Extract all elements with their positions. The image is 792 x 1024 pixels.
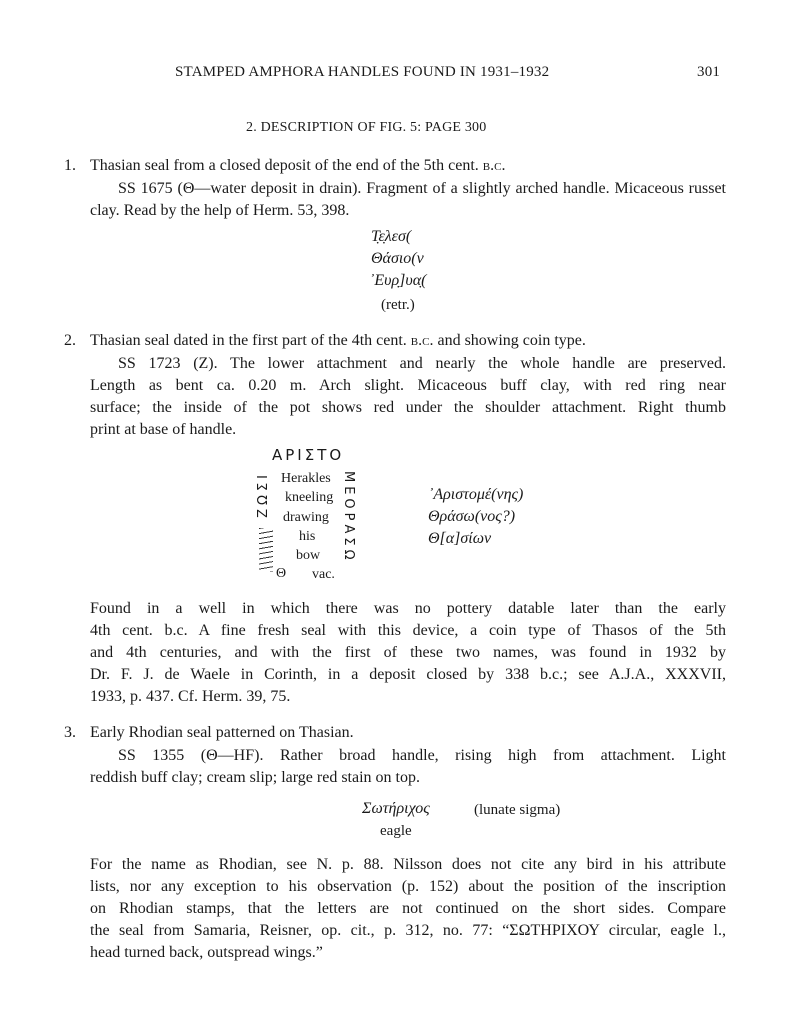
stamp-device-line-2: kneeling: [285, 490, 334, 505]
item3-number: 3.: [64, 724, 76, 741]
stamp-bottom-letter: Θ: [276, 566, 287, 581]
item3-inscription: Σωτήριχος: [362, 800, 430, 817]
stamp-device-line-6: vac.: [312, 567, 335, 582]
item3-comment-line-3: on Rhodian stamps, that the letters are not continued on the short sides. Compare: [90, 900, 726, 917]
item2-found-line-2: 4th cent. b.c. A fine fresh seal with this device, a coin type of Thasos of the 5th: [90, 622, 726, 639]
stamp-hatching: [259, 528, 273, 572]
stamp-device-line-1: Herakles: [281, 471, 331, 486]
item2-heading-tail: and showing coin type.: [433, 332, 586, 349]
running-title: STAMPED AMPHORA HANDLES FOUND IN 1931–1932: [175, 64, 550, 80]
stamp-device-line-5: bow: [296, 548, 321, 563]
item2-reading-line-2: Θράσω(νος?): [428, 508, 516, 525]
item2-desc-line-1: SS 1723 (Ζ). The lower attachment and nearly the whole handle are preserved.: [118, 355, 726, 372]
item3-desc-line-1: SS 1355 (Θ—HF). Rather broad handle, rising high from attachment. Light: [118, 747, 726, 764]
item1-retrograde-note: (retr.): [381, 297, 415, 313]
stamp-device-line-4: his: [299, 529, 316, 544]
item3-desc-line-2: reddish buff clay; cream slip; large red stain on top.: [90, 769, 420, 786]
item3-device: eagle: [380, 823, 412, 839]
item2-heading-bc: b.c.: [410, 332, 434, 349]
page-number: 301: [697, 64, 721, 80]
item1-number: 1.: [64, 157, 76, 174]
section-title: 2. DESCRIPTION OF FIG. 5: PAGE 300: [246, 120, 487, 135]
item1-inscription-line-3: ᾽Ευρ̣]υα̣(: [369, 272, 427, 289]
item3-heading: Early Rhodian seal patterned on Thasian.: [90, 724, 354, 741]
item3-comment-line-4: the seal from Samaria, Reisner, op. cit., p. 312, no. 77: “ΣΩΤΗΡΙΧΟΥ circular, eagle l.,: [90, 922, 726, 939]
item2-reading-line-1: ᾽Αριστομέ(νης): [428, 486, 524, 503]
item2-found-line-3: and 4th centuries, and with the first of these two names, was found in 1932 by: [90, 644, 726, 661]
item2-number: 2.: [64, 332, 76, 349]
item3-comment-line-2: lists, nor any exception to his observation (p. 152) about the position of the inscription: [90, 878, 726, 895]
item2-heading-text: Thasian seal dated in the first part of the 4th cent.: [90, 332, 411, 349]
item1-inscription-line-2: Θάσιο(ν: [371, 250, 424, 267]
item3-inscription-note: (lunate sigma): [474, 802, 561, 818]
stamp-left-legend: ΖΩΣΙ: [256, 471, 271, 518]
item3-comment-line-1: For the name as Rhodian, see N. p. 88. Nilsson does not cite any bird in his attribute: [90, 856, 726, 873]
item2-desc-line-2: Length as bent ca. 0.20 m. Arch slight. Micaceous buff clay, with red ring near: [90, 377, 726, 394]
item2-desc-line-3: surface; the inside of the pot shows red under the shoulder attachment. Right thumb: [90, 399, 726, 416]
item2-found-line-1: Found in a well in which there was no pottery datable later than the early: [90, 600, 726, 617]
item1-inscription-line-1: Τ̣ε̣λεσ(: [371, 228, 412, 245]
item1-heading-text: Thasian seal from a closed deposit of the end of the 5th cent.: [90, 157, 483, 174]
stamp-device-line-3: drawing: [283, 510, 329, 525]
stamp-top-legend: ΑΡΙΣΤΟ: [272, 446, 345, 464]
item2-desc-line-4: print at base of handle.: [90, 421, 237, 438]
item2-found-line-4: Dr. F. J. de Waele in Corinth, in a deposit closed by 338 b.c.; see A.J.A., XXXVII,: [90, 666, 726, 683]
item2-heading: [90, 330, 586, 352]
item1-description: SS 1675 (Θ—water deposit in drain). Fragment of a slightly arched handle. Micaceous russet clay. Read by the help of Herm. 53, 398.: [90, 180, 726, 219]
item3-comment-line-5: head turned back, outspread wings.”: [90, 944, 323, 961]
item1-heading: [90, 155, 505, 177]
stamp-right-legend: ΜΕΟΡΑΣΩ: [341, 471, 356, 564]
item2-found-line-5: 1933, p. 437. Cf. Herm. 39, 75.: [90, 688, 291, 705]
item1-heading-bc: b.c.: [482, 157, 506, 174]
item2-reading-line-3: Θ[α]σίων: [428, 530, 492, 547]
